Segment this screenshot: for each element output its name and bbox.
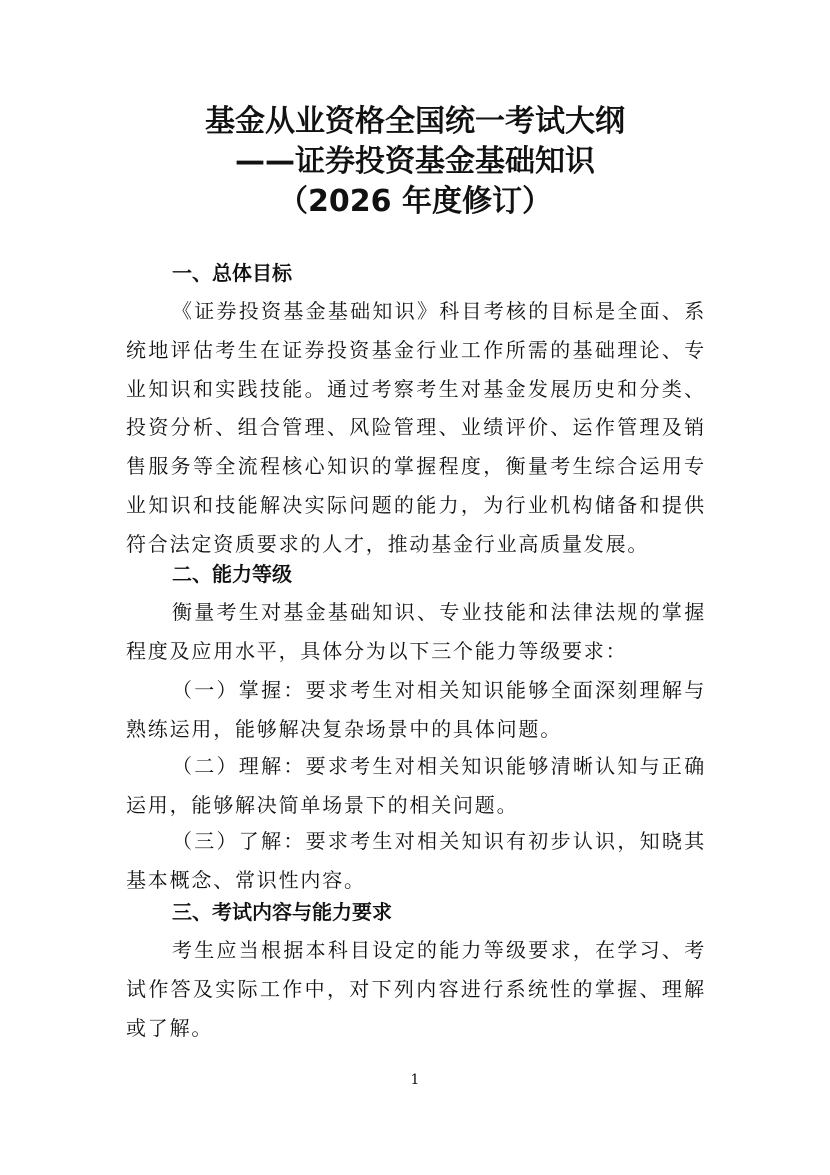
page-number: 1 [410, 1072, 420, 1088]
section-heading-overall-goal: 一、总体目标 [172, 261, 292, 285]
document-title-line-2: ——证券投资基金基础知识 [235, 144, 595, 179]
section-heading-ability-levels: 二、能力等级 [172, 562, 292, 586]
paragraph-level-master: （一）掌握：要求考生对相关知识能够全面深刻理解与熟练运用，能够解决复杂场景中的具体问题。 [126, 678, 706, 741]
document-title-line-3: （2026 年度修订） [278, 184, 552, 219]
section-heading-exam-content: 三、考试内容与能力要求 [172, 900, 392, 924]
paragraph-level-know: （三）了解：要求考生对相关知识有初步认识，知晓其基本概念、常识性内容。 [126, 829, 706, 892]
paragraph-ability-intro: 衡量考生对基金基础知识、专业技能和法律法规的掌握程度及应用水平，具体分为以下三个能力等级要求： [126, 600, 706, 663]
paragraph-overall-goal: 《证券投资基金基础知识》科目考核的目标是全面、系统地评估考生在证券投资基金行业工作所需的基础理论、专业知识和实践技能。通过考察考生对基金发展历史和分类、投资分析、组合管理、风险管理、业绩评价、运作管理及销售服务等全流程核心知识的掌握程度，衡量考生综合运用专业知识和技能解决实际问题的能力，为行业机构储备和提供符合法定资质要求的人才，推动基金行业高质量发展。 [126, 299, 706, 556]
paragraph-level-understand: （二）理解：要求考生对相关知识能够清晰认知与正确运用，能够解决简单场景下的相关问题。 [126, 754, 706, 817]
document-title-line-1: 基金从业资格全国统一考试大纲 [205, 104, 625, 139]
paragraph-exam-content: 考生应当根据本科目设定的能力等级要求，在学习、考试作答及实际工作中，对下列内容进行系统性的掌握、理解或了解。 [126, 938, 706, 1040]
